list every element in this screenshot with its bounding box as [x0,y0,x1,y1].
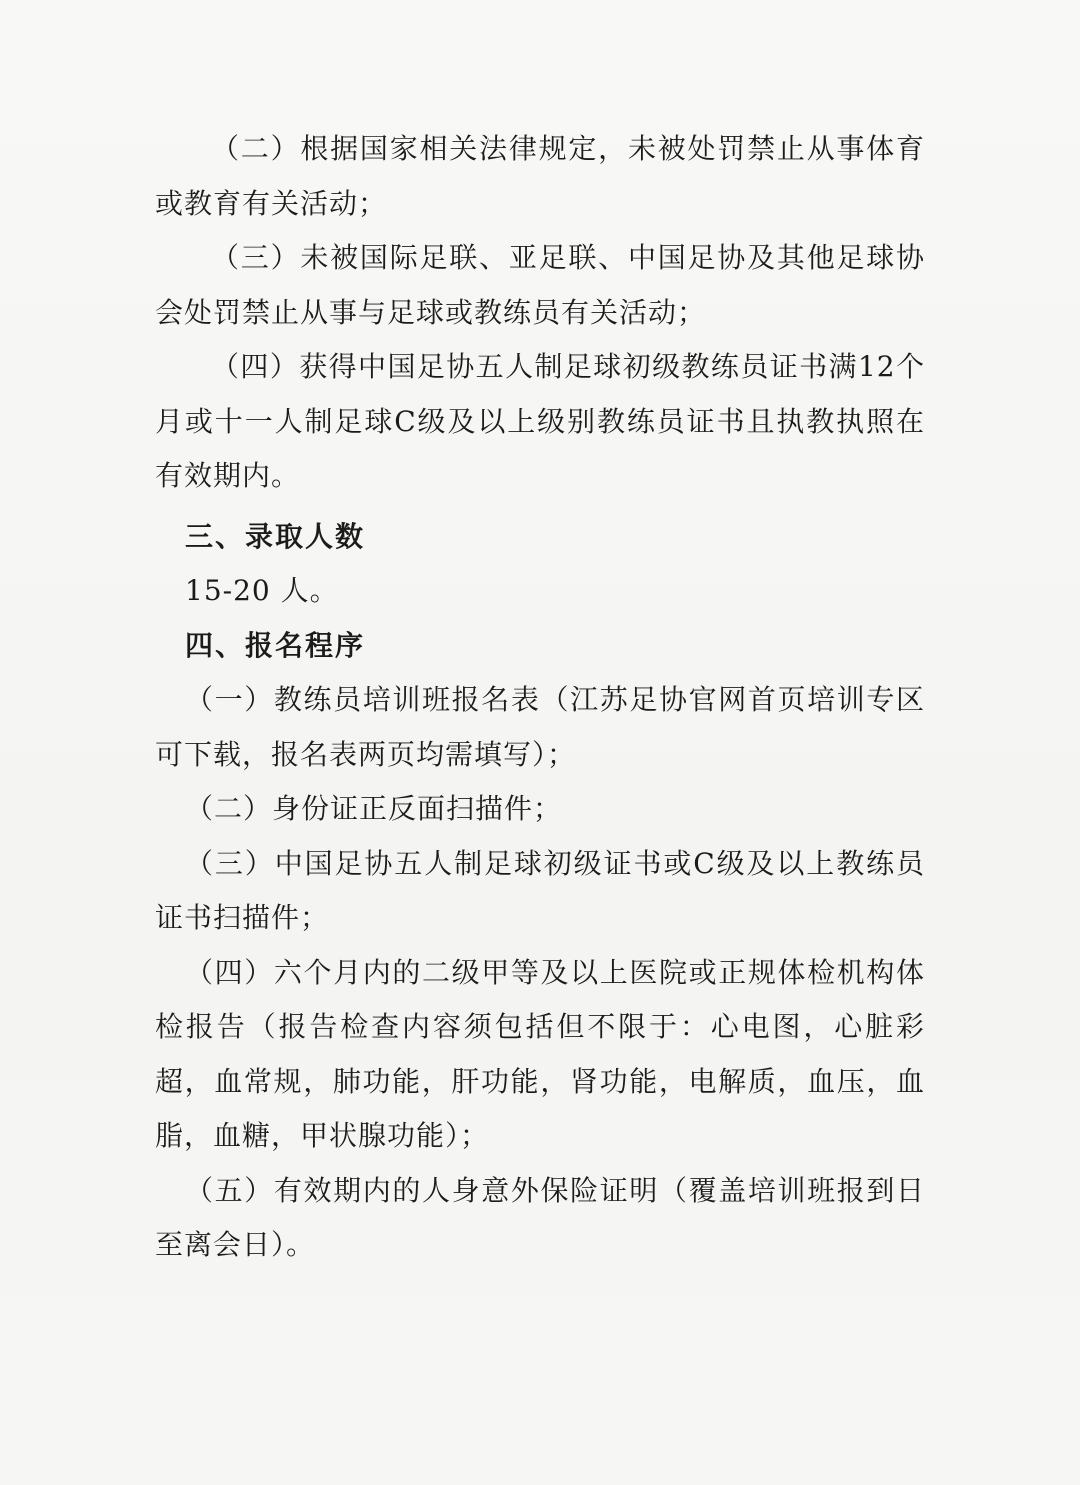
paragraph-condition-2: （二）根据国家相关法律规定，未被处罚禁止从事体育或教育有关活动； [155,132,925,220]
admission-count-text: 15-20 人。 [185,574,339,607]
document-body [155,122,925,1273]
paragraph-condition-4: （四）获得中国足协五人制足球初级教练员证书满12个月或十一人制足球C级及以上级别教练员证书且执教执照在有效期内。 [155,350,925,492]
section-heading-registration-procedure: 四、报名程序 [185,628,366,662]
procedure-item-1: （一）教练员培训班报名表（江苏足协官网首页培训专区可下载，报名表两页均需填写）； [155,683,925,771]
procedure-item-4: （四）六个月内的二级甲等及以上医院或正规体检机构体检报告（报告检查内容须包括但不限于：心电图，心脏彩超，血常规，肺功能，肝功能，肾功能，电解质，血压，血脂，血糖，甲状腺功能）； [155,955,925,1152]
section-heading-admission-count: 三、录取人数 [185,519,366,553]
procedure-item-5: （五）有效期内的人身意外保险证明（覆盖培训班报到日至离会日）。 [155,1173,925,1261]
procedure-item-3: （三）中国足协五人制足球初级证书或C级及以上教练员证书扫描件； [155,846,925,934]
procedure-item-2: （二）身份证正反面扫描件； [185,792,563,825]
paragraph-condition-3: （三）未被国际足联、亚足联、中国足协及其他足球协会处罚禁止从事与足球或教练员有关活动； [155,241,925,329]
